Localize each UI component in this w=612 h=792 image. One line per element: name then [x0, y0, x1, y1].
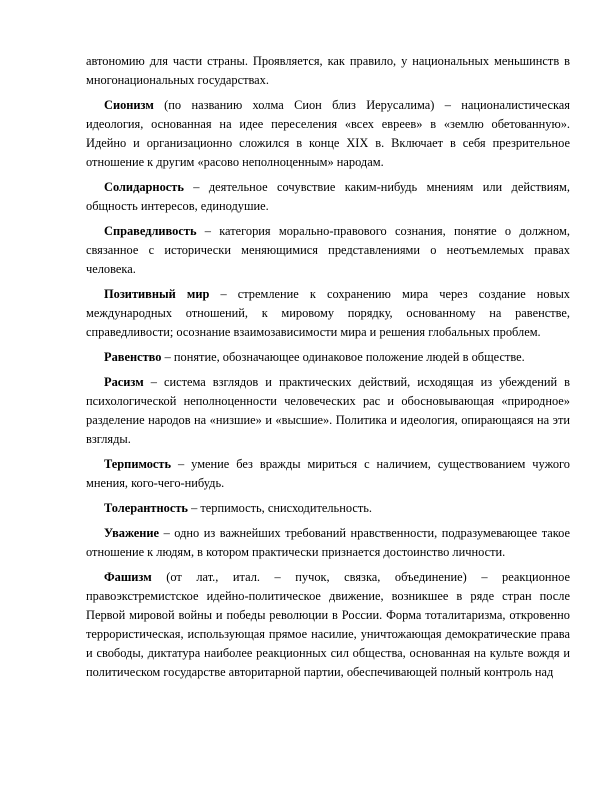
definition-text: (по названию холма Сион близ Иерусалима) – националистическая идеология, основанная на идее переселения «всех евреев» в «землю обетованную». Идейно и организационно сложился в конце XIX в. Включает в себя презрительное отношение к другим «расово неполноценным» народам.: [86, 98, 570, 169]
term-justice: Справедливость: [104, 224, 197, 238]
term-tolerance-patience: Терпимость: [104, 457, 172, 471]
paragraph-continuation: [86, 52, 570, 90]
entry-respect: [86, 524, 570, 562]
term-fascism: Фашизм: [104, 570, 152, 584]
document-page: [86, 52, 570, 688]
term-racism: Расизм: [104, 375, 144, 389]
entry-positive-peace: [86, 285, 570, 342]
term-tolerance: Толерантность: [104, 501, 188, 515]
entry-tolerance: [86, 499, 570, 518]
entry-fascism: [86, 568, 570, 682]
definition-text: – одно из важнейших требований нравственности, подразумевающее такое отношение к людям, в котором практически признается достоинство личности.: [86, 526, 570, 559]
definition-text: – умение без вражды мириться с наличием, существованием чужого мнения, кого-чего-нибудь.: [86, 457, 570, 490]
term-positive-peace: Позитивный мир: [104, 287, 210, 301]
entry-racism: [86, 373, 570, 449]
term-equality: Равенство: [104, 350, 162, 364]
definition-text: – система взглядов и практических действий, исходящая из убеждений в психологической неполноценности человеческих рас и обосновывающая «природное» разделение народов на «низшие» и «высшие». Политика и идеология, опирающаяся на эти взгляды.: [86, 375, 570, 446]
term-respect: Уважение: [104, 526, 160, 540]
entry-justice: [86, 222, 570, 279]
definition-text: – понятие, обозначающее одинаковое положение людей в обществе.: [161, 350, 525, 364]
term-zionism: Сионизм: [104, 98, 154, 112]
definition-text: (от лат., итал. – пучок, связка, объединение) – реакционное правоэкстремистское идейно-политическое движение, возникшее в ряде стран после Первой мировой войны и победы революции в России. Форма тоталитаризма, откровенно террористическая, использующая прямое насилие, уничтожающая демократические права и свободы, диктатура наиболее реакционных сил общества, основанная на культе вождя и политическом государстве авторитарной партии, обеспечивающей полный контроль над: [86, 570, 570, 679]
entry-tolerance-patience: [86, 455, 570, 493]
definition-text: автономию для части страны. Проявляется, как правило, у национальных меньшинств в многонациональных государствах.: [86, 54, 570, 87]
definition-text: – категория морально-правового сознания, понятие о должном, связанное с исторически меняющимися представлениями о неотъемлемых правах человека.: [86, 224, 570, 276]
definition-text: – деятельное сочувствие каким-нибудь мнениям или действиям, общность интересов, единодушие.: [86, 180, 570, 213]
term-solidarity: Солидарность: [104, 180, 184, 194]
entry-solidarity: [86, 178, 570, 216]
entry-equality: [86, 348, 570, 367]
entry-zionism: [86, 96, 570, 172]
definition-text: – стремление к сохранению мира через создание новых международных отношений, к мировому порядку, основанному на равенстве, справедливости; осознание взаимозависимости мира и решения глобальных проблем.: [86, 287, 570, 339]
definition-text: – терпимость, снисходительность.: [187, 501, 372, 515]
